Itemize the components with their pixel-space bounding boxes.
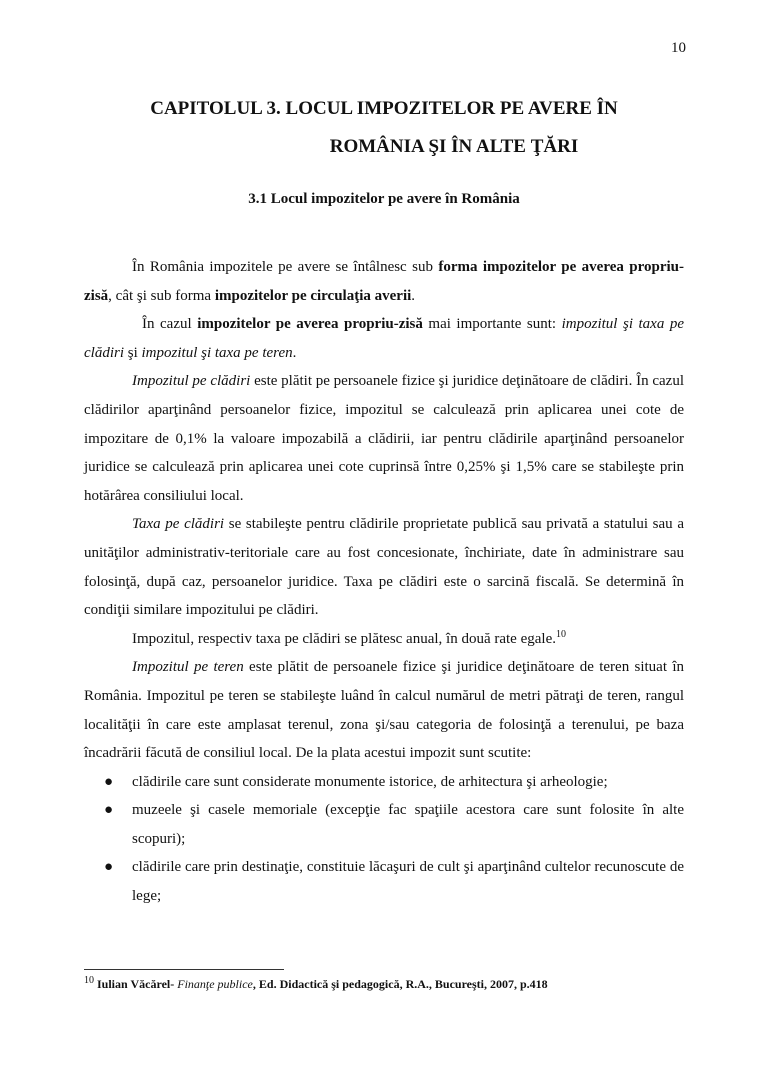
text-run: mai importante sunt:: [422, 316, 562, 333]
exemption-list: [84, 768, 684, 911]
text-run: este plătit pe persoanele fizice şi juridice deţinătoare de clădiri. În cazul clădirilor aparţinând persoanelor fizice, impozitul se calculează prin aplicarea unei cote de impozitare de 0,1% la valoare impozabilă a clădirii, iar pentru clădirile aparţinând persoanelor juridice se calculează prin aplicarea unei cote cuprinsă între 0,25% şi 1,5% care se stabileşte prin hotărârea consiliului local.: [84, 373, 684, 504]
chapter-title: [84, 90, 684, 166]
paragraph-6: [84, 653, 684, 767]
text-run: , cât şi sub forma: [108, 287, 215, 304]
footnote-author: Iulian Văcărel-: [94, 977, 178, 991]
text-run: .: [411, 287, 416, 304]
paragraph-2: [84, 310, 684, 367]
chapter-title-line-1: CAPITOLUL 3. LOCUL IMPOZITELOR PE AVERE ÎN: [150, 98, 618, 119]
text-run: Impozitul, respectiv taxa pe clădiri se plătesc anual, în două rate egale.: [132, 630, 556, 647]
body-text: [84, 253, 684, 911]
text-run: În cazul: [142, 316, 198, 333]
page-number: 10: [671, 40, 686, 56]
footnote: [84, 977, 548, 992]
text-run: În România impozitele pe avere se întâlnesc sub: [132, 259, 439, 275]
list-item-text: clădirile care prin destinaţie, constituie lăcaşuri de cult şi aparţinând cultelor recunoscute de lege;: [132, 859, 684, 905]
bullet-icon: ●: [104, 802, 114, 819]
bold-term: impozitelor pe circulaţia averii: [214, 287, 412, 304]
paragraph-3: [84, 367, 684, 510]
bullet-icon: ●: [104, 859, 114, 876]
paragraph-5: [84, 625, 684, 654]
text-run: .: [292, 344, 297, 361]
footnote-separator: [84, 969, 284, 970]
list-item-text: muzeele şi casele memoriale (excepţie fac spaţiile acestora care sunt folosite în alte scopuri);: [132, 802, 684, 847]
list-item: [84, 768, 684, 797]
bold-term: forma impozitelor pe averea propriu-zisă: [84, 259, 684, 304]
list-item-text: clădirile care sunt considerate monumente istorice, de arhitectura şi arheologie;: [132, 773, 608, 790]
italic-term: Impozitul pe clădiri: [132, 373, 251, 390]
paragraph-4: [84, 510, 684, 624]
chapter-title-line-2: ROMÂNIA ŞI ÎN ALTE ŢĂRI: [329, 136, 579, 157]
italic-term: Impozitul pe teren: [132, 659, 244, 676]
section-title: 3.1 Locul impozitelor pe avere în România: [248, 191, 520, 207]
list-item: [84, 853, 684, 910]
bullet-icon: ●: [104, 773, 114, 790]
footnote-ref: 10: [555, 628, 566, 640]
text-run: se stabileşte pentru clădirile proprietate publică sau privată a statului sau a unităţilor administrativ-teritoriale care au fost concesionate, închiriate, date în administrare sau folosinţă, după caz, persoanelor juridice. Taxa pe clădiri este o sarcină fiscală. Se determină în condiţii similare impozitului pe clădiri.: [84, 516, 684, 619]
text-run: şi: [124, 344, 142, 361]
italic-term: impozitul şi taxa pe teren: [141, 344, 293, 361]
footnote-title: Finanţe publice: [177, 977, 253, 991]
italic-term: impozitul şi taxa pe clădiri: [84, 316, 685, 361]
paragraph-1: [84, 253, 684, 310]
footnote-details: , Ed. Didactică şi pedagogică, R.A., Bucureşti, 2007, p.418: [252, 977, 548, 991]
italic-term: Taxa pe clădiri: [132, 516, 225, 533]
text-run: este plătit de persoanele fizice şi juridice deţinătoare de teren situat în România. Impozitul pe teren se stabileşte luând în calcul numărul de metri pătraţi de teren, rangul localităţii în care este amplasat terenul, zona şi/sau categoria de folosinţă a terenului, pe baza încadrării făcută de consiliul local. De la plata acestui impozit sunt scutite:: [84, 659, 684, 762]
list-item: [84, 796, 684, 853]
bold-term: impozitelor pe averea propriu-zisă: [197, 316, 423, 333]
footnote-number: 10: [84, 975, 94, 986]
